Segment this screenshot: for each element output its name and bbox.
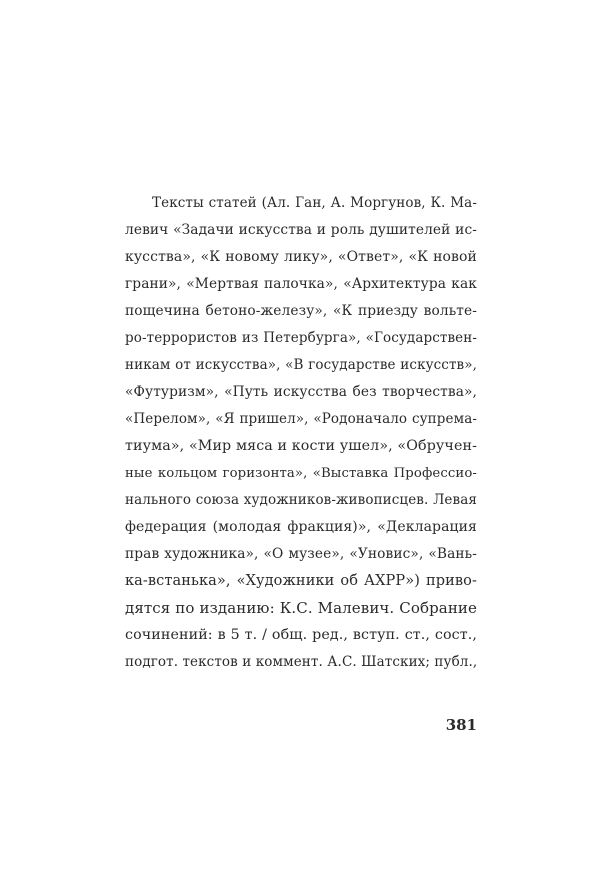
- text-line: пощечина бетоно-железу», «К приезду вольте-: [125, 303, 477, 319]
- text-line: федерация (молодая фракция)», «Декларация: [125, 519, 477, 535]
- text-line: кусства», «К новому лику», «Ответ», «К новой: [125, 249, 477, 265]
- text-line: никам от искусства», «В государстве искусств»,: [125, 357, 477, 373]
- text-line: ные кольцом горизонта», «Выставка Профессио-: [125, 466, 477, 481]
- text-line: Тексты статей (Ал. Ган, А. Моргунов, К. Ма-: [152, 195, 477, 211]
- text-line: ка-встанька», «Художники об АХРР») приво-: [125, 573, 477, 589]
- text-line: тиума», «Мир мяса и кости ушел», «Обручен-: [125, 438, 477, 454]
- text-line: ро-террористов из Петербурга», «Государствен-: [125, 330, 477, 346]
- text-line: дятся по изданию: К.С. Малевич. Собрание: [125, 599, 477, 617]
- text-line: «Перелом», «Я пришел», «Родоначало супрема-: [125, 411, 477, 427]
- text-line: нального союза художников-живописцев. Левая: [125, 492, 477, 508]
- text-line: прав художника», «О музее», «Уновис», «Вань-: [125, 546, 477, 562]
- text-line: левич «Задачи искусства и роль душителей ис-: [125, 222, 477, 238]
- text-line: сочинений: в 5 т. / общ. ред., вступ. ст., сост.,: [125, 627, 477, 643]
- text-line: грани», «Мертвая палочка», «Архитектура как: [125, 276, 477, 292]
- text-line: «Футуризм», «Путь искусства без творчества»,: [125, 384, 477, 400]
- body-paragraph: [125, 190, 477, 676]
- page-number: 381: [445, 716, 477, 734]
- text-line: подгот. текстов и коммент. А.С. Шатских; публ.,: [125, 654, 478, 670]
